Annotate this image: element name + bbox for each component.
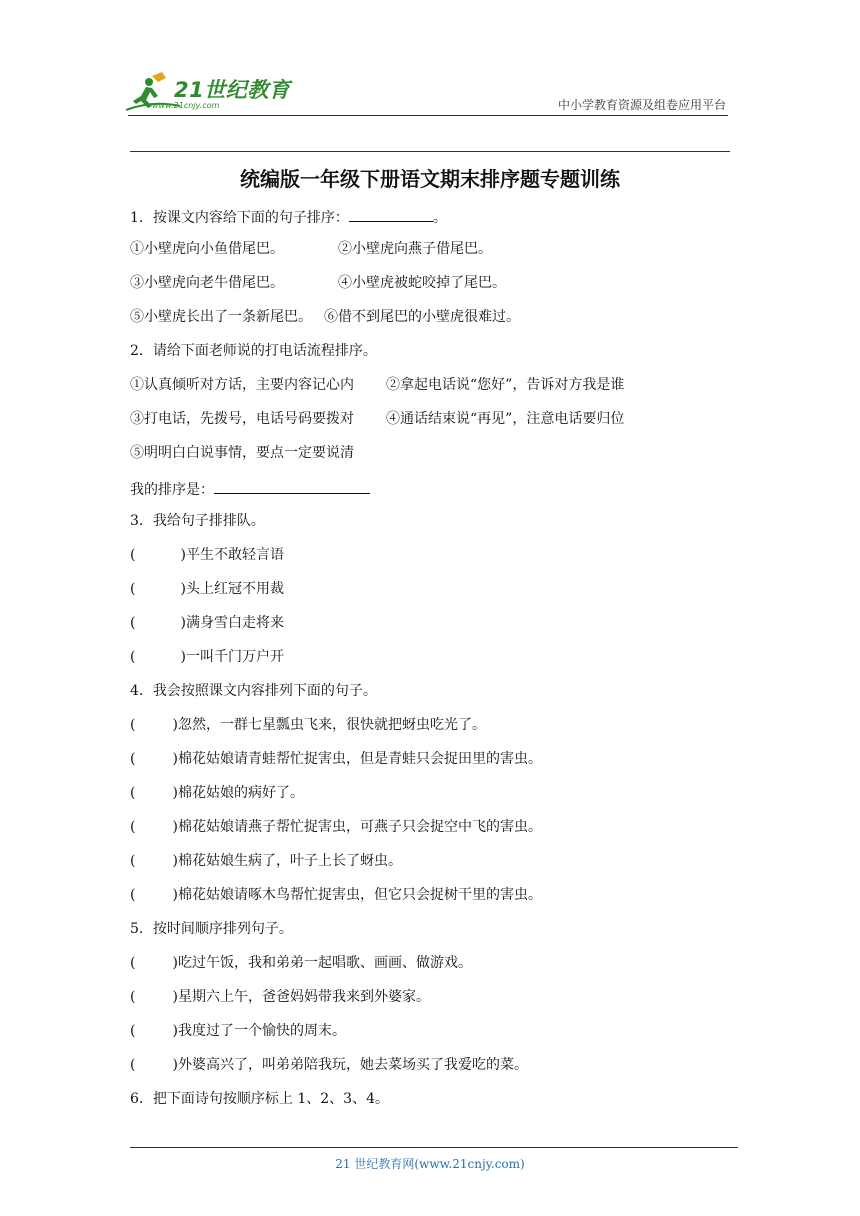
q2-row: ⑤明明白白说事情，要点一定要说清 (130, 445, 354, 461)
answer-paren[interactable]: ( ) (130, 615, 186, 631)
q1-row: ⑤小壁虎长出了一条新尾巴。 ⑥借不到尾巴的小壁虎很难过。 (130, 309, 520, 325)
answer-paren[interactable]: ( ) (130, 853, 178, 869)
q1-row: ③小壁虎向老牛借尾巴。 ④小壁虎被蛇咬掉了尾巴。 (130, 275, 506, 291)
header-rule (128, 115, 728, 116)
q6-prompt: 6．把下面诗句按顺序标上 1、2、3、4。 (130, 1091, 389, 1107)
header-tagline: 中小学教育资源及组卷应用平台 (557, 98, 726, 112)
list-item: ( ) 棉花姑娘生病了，叶子上长了蚜虫。 (130, 853, 402, 869)
list-item: ( ) 平生不敢轻言语 (130, 547, 284, 563)
q2-answer: 我的排序是： (130, 478, 370, 499)
footer-link[interactable]: 21 世纪教育网(www.21cnjy.com) (335, 1157, 525, 1171)
list-item: ( ) 棉花姑娘的病好了。 (130, 785, 304, 801)
answer-paren[interactable]: ( ) (130, 887, 178, 903)
list-item: ( ) 棉花姑娘请燕子帮忙捉害虫，可燕子只会捉空中飞的害虫。 (130, 819, 542, 835)
list-item: ( ) 我度过了一个愉快的周末。 (130, 1023, 346, 1039)
q2-row: ①认真倾听对方话，主要内容记心内 ②拿起电话说“您好”，告诉对方我是谁 (130, 377, 625, 393)
list-item: ( ) 星期六上午，爸爸妈妈带我来到外婆家。 (130, 989, 430, 1005)
list-item: ( ) 满身雪白走将来 (130, 615, 284, 631)
q2-prompt: 2．请给下面老师说的打电话流程排序。 (130, 343, 377, 359)
q1-prompt: 1．按课文内容给下面的句子排序： 。 (130, 206, 447, 227)
list-item: ( ) 棉花姑娘请青蛙帮忙捉害虫，但是青蛙只会捉田里的害虫。 (130, 751, 542, 767)
q1-row: ①小壁虎向小鱼借尾巴。 ②小壁虎向燕子借尾巴。 (130, 241, 492, 257)
answer-paren[interactable]: ( ) (130, 1057, 178, 1073)
site-logo (122, 68, 292, 118)
q5-prompt: 5．按时间顺序排列句子。 (130, 921, 293, 937)
answer-paren[interactable]: ( ) (130, 955, 178, 971)
list-item: ( ) 外婆高兴了，叫弟弟陪我玩，她去菜场买了我爱吃的菜。 (130, 1057, 528, 1073)
footer-rule (130, 1147, 738, 1148)
answer-paren[interactable]: ( ) (130, 717, 178, 733)
answer-paren[interactable]: ( ) (130, 989, 178, 1005)
answer-paren[interactable]: ( ) (130, 547, 186, 563)
q4-prompt: 4．我会按照课文内容排列下面的句子。 (130, 683, 377, 699)
q2-row: ③打电话，先拨号，电话号码要拨对 ④通话结束说“再见”，注意电话要归位 (130, 411, 625, 427)
q3-prompt: 3．我给句子排排队。 (130, 513, 265, 529)
list-item: ( ) 忽然，一群七星瓢虫飞来，很快就把蚜虫吃光了。 (130, 717, 486, 733)
answer-paren[interactable]: ( ) (130, 819, 178, 835)
answer-paren[interactable]: ( ) (130, 751, 178, 767)
logo-text: 21世纪教育 (174, 78, 291, 102)
answer-paren[interactable]: ( ) (130, 785, 178, 801)
answer-paren[interactable]: ( ) (130, 649, 186, 665)
list-item: ( ) 吃过午饭，我和弟弟一起唱歌、画画、做游戏。 (130, 955, 472, 971)
q1-answer-blank[interactable] (349, 206, 433, 222)
answer-paren[interactable]: ( ) (130, 1023, 178, 1039)
answer-paren[interactable]: ( ) (130, 581, 186, 597)
logo-url: www.21cnjy.com (152, 101, 220, 110)
title-rule (130, 151, 730, 152)
list-item: ( ) 棉花姑娘请啄木鸟帮忙捉害虫，但它只会捉树干里的害虫。 (130, 887, 542, 903)
list-item: ( ) 一叫千门万户开 (130, 649, 284, 665)
q2-answer-blank[interactable] (214, 478, 370, 494)
list-item: ( ) 头上红冠不用裁 (130, 581, 284, 597)
page-title: 统编版一年级下册语文期末排序题专题训练 (240, 167, 620, 191)
